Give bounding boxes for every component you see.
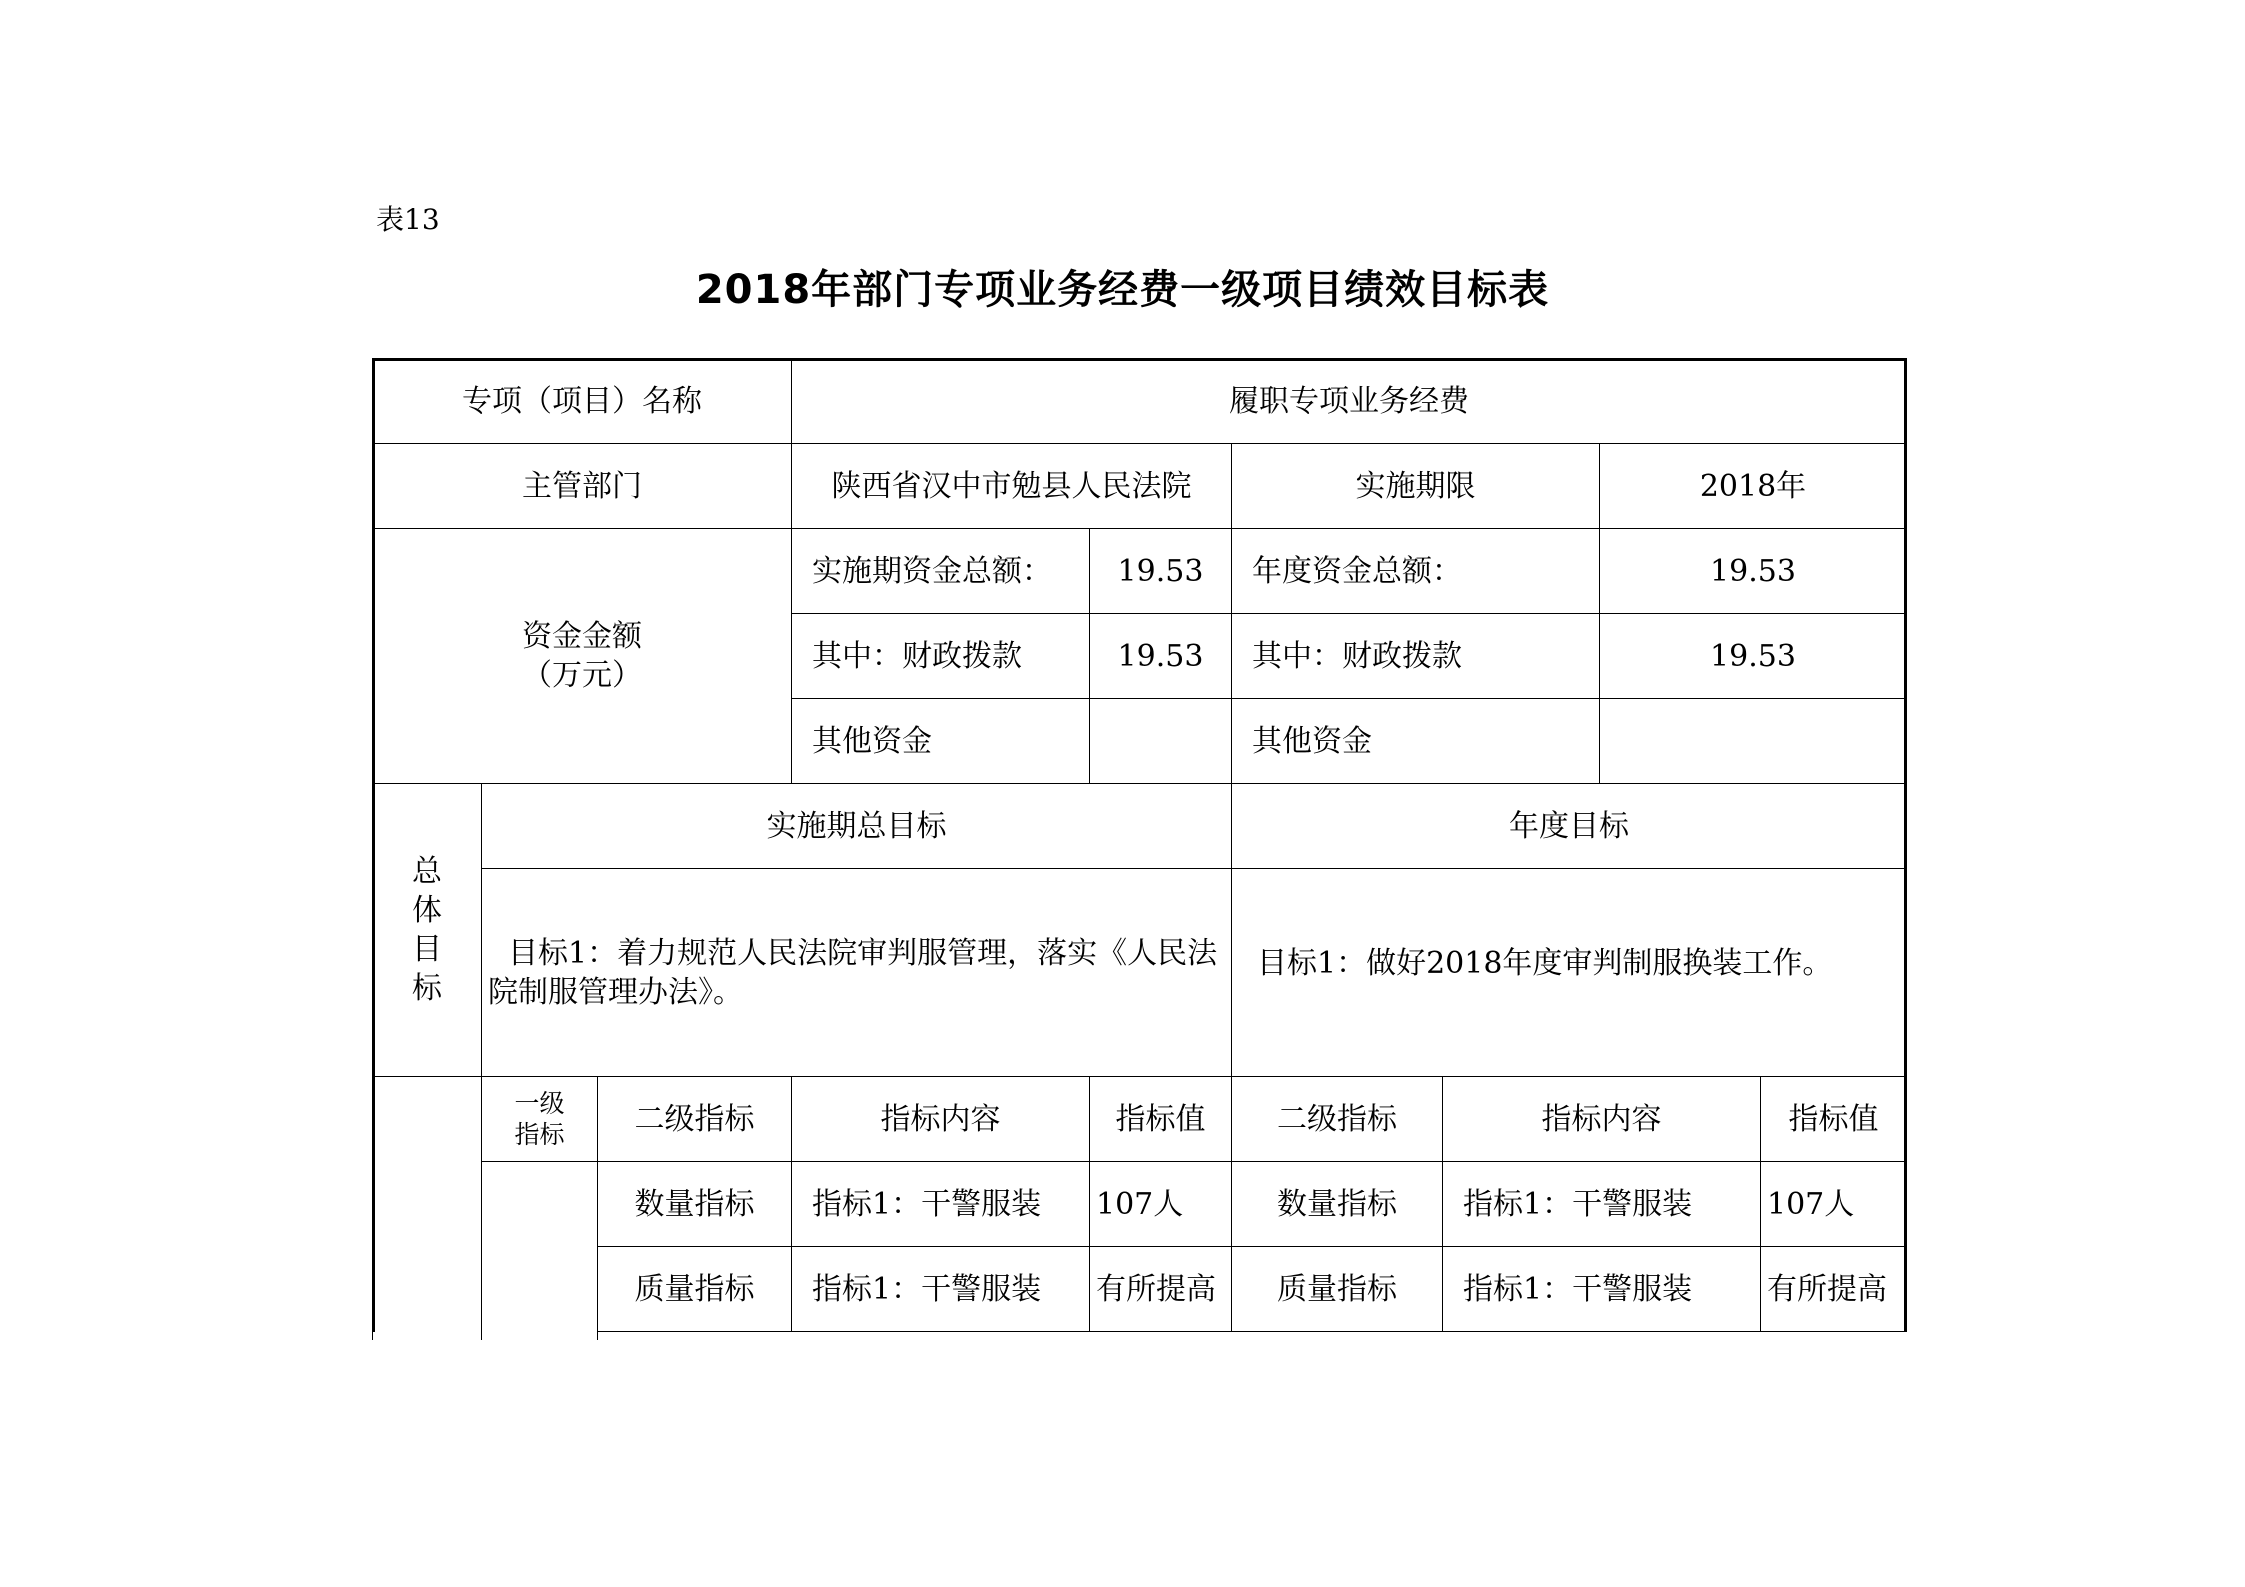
annual-goal-header: 年度目标	[1231, 783, 1907, 869]
project-name-value: 履职专项业务经费	[791, 358, 1907, 444]
row2-value-annual: 有所提高	[1760, 1246, 1907, 1332]
funds-label-line1: 资金金额	[522, 619, 642, 654]
overall-goals-char-1: 总	[412, 854, 442, 889]
value-header-annual: 指标值	[1760, 1076, 1907, 1162]
overall-goals-label	[372, 783, 482, 1077]
level2-header-annual: 二级指标	[1231, 1076, 1443, 1162]
fiscal-value: 19.53	[1089, 613, 1232, 699]
row1-level2: 数量指标	[597, 1161, 792, 1247]
total-funds-label: 实施期资金总额：	[791, 528, 1090, 614]
row2-level2-annual: 质量指标	[1231, 1246, 1443, 1332]
annual-funds-label: 年度资金总额：	[1231, 528, 1600, 614]
value-header: 指标值	[1089, 1076, 1232, 1162]
level1-header-line2: 指标	[514, 1120, 565, 1149]
period-goal-text-content: 目标1：着力规范人民法院审判服管理，落实《人民法院制服管理办法》。	[488, 935, 1218, 1010]
period-label: 实施期限	[1231, 443, 1600, 529]
level2-header: 二级指标	[597, 1076, 792, 1162]
dept-label: 主管部门	[372, 443, 792, 529]
annual-other-value	[1599, 698, 1907, 784]
funds-label	[372, 528, 792, 784]
overall-goals-char-2: 体	[412, 893, 442, 928]
row1-level2-annual: 数量指标	[1231, 1161, 1443, 1247]
annual-fiscal-value: 19.53	[1599, 613, 1907, 699]
total-funds-value: 19.53	[1089, 528, 1232, 614]
performance-indicators-label	[372, 1076, 482, 1340]
table-number: 表13	[376, 203, 440, 236]
dept-value: 陕西省汉中市勉县人民法院	[791, 443, 1232, 529]
row1-value-annual: 107人	[1760, 1161, 1907, 1247]
overall-goals-char-4: 标	[412, 971, 442, 1006]
content-header: 指标内容	[791, 1076, 1090, 1162]
row2-value: 有所提高	[1089, 1246, 1232, 1332]
project-name-label: 专项（项目）名称	[372, 358, 792, 444]
row2-content: 指标1：干警服装	[791, 1246, 1090, 1332]
period-goal-text	[481, 868, 1232, 1077]
content-header-annual: 指标内容	[1442, 1076, 1761, 1162]
annual-goal-text: 目标1：做好2018年度审判制服换装工作。	[1231, 868, 1907, 1077]
level1-header-line1: 一级	[514, 1088, 565, 1118]
annual-fiscal-label: 其中：财政拨款	[1231, 613, 1600, 699]
row1-content: 指标1：干警服装	[791, 1161, 1090, 1247]
row1-content-annual: 指标1：干警服装	[1442, 1161, 1761, 1247]
funds-label-line2: （万元）	[522, 658, 642, 693]
annual-funds-value: 19.53	[1599, 528, 1907, 614]
other-funds-value	[1089, 698, 1232, 784]
row2-content-annual: 指标1：干警服装	[1442, 1246, 1761, 1332]
other-funds-label: 其他资金	[791, 698, 1090, 784]
level1-output-cell	[481, 1161, 598, 1340]
overall-goals-char-3: 目	[412, 932, 442, 967]
row2-level2: 质量指标	[597, 1246, 792, 1332]
page-title: 2018年部门专项业务经费一级项目绩效目标表	[695, 267, 1550, 313]
fiscal-label: 其中：财政拨款	[791, 613, 1090, 699]
period-value: 2018年	[1599, 443, 1907, 529]
level1-header	[481, 1076, 598, 1162]
period-goal-header: 实施期总目标	[481, 783, 1232, 869]
annual-other-label: 其他资金	[1231, 698, 1600, 784]
row1-value: 107人	[1089, 1161, 1232, 1247]
